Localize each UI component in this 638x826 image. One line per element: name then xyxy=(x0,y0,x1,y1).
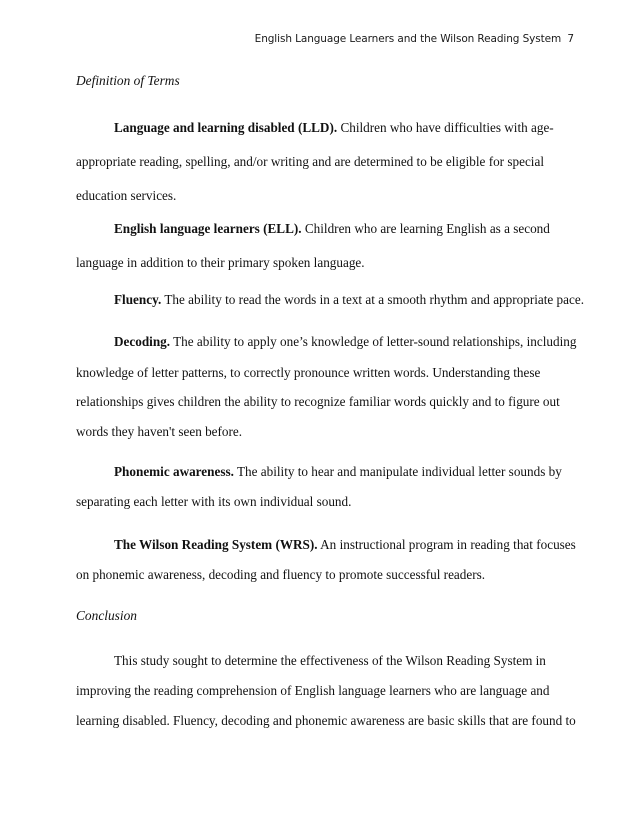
definition-line: words they haven't seen before. xyxy=(76,424,243,439)
definition-line: relationships gives children the ability to recognize familiar words quickly and to figure out xyxy=(76,394,560,409)
definition-line xyxy=(114,334,576,350)
definition-term: Language and learning disabled (LLD). xyxy=(114,120,338,135)
definition-text: Children who are learning English as a second xyxy=(301,221,550,236)
definition-term: Fluency. xyxy=(114,292,162,307)
conclusion-heading: Conclusion xyxy=(76,608,138,623)
definition-line xyxy=(114,537,576,553)
paragraph-line: learning disabled. Fluency, decoding and phonemic awareness are basic skills that are found to xyxy=(76,713,576,728)
definition-line: on phonemic awareness, decoding and fluency to promote successful readers. xyxy=(76,567,486,582)
definition-line xyxy=(114,464,562,480)
definition-line xyxy=(114,120,554,136)
definition-line: knowledge of letter patterns, to correctly pronounce written words. Understanding these xyxy=(76,365,541,380)
definition-line xyxy=(114,221,550,237)
definition-line: language in addition to their primary spoken language. xyxy=(76,255,365,270)
running-head xyxy=(255,33,574,45)
definition-line: education services. xyxy=(76,188,177,203)
definition-line xyxy=(114,292,584,308)
definition-text: The ability to read the words in a text at a smooth rhythm and appropriate pace. xyxy=(161,292,584,307)
paragraph-line: improving the reading comprehension of English language learners who are language and xyxy=(76,683,550,698)
definition-term: The Wilson Reading System (WRS). xyxy=(114,537,318,552)
definition-term: English language learners (ELL). xyxy=(114,221,302,236)
definition-line: appropriate reading, spelling, and/or writing and are determined to be eligible for special xyxy=(76,154,544,169)
definition-term: Phonemic awareness. xyxy=(114,464,234,479)
definition-text: The ability to apply one’s knowledge of letter-sound relationships, including xyxy=(170,334,577,349)
paragraph-line: This study sought to determine the effectiveness of the Wilson Reading System in xyxy=(114,653,546,668)
definitions-heading: Definition of Terms xyxy=(76,73,180,88)
definition-text: The ability to hear and manipulate individual letter sounds by xyxy=(233,464,562,479)
definition-term: Decoding. xyxy=(114,334,171,349)
definition-line: separating each letter with its own individual sound. xyxy=(76,494,352,509)
running-head-title: English Language Learners and the Wilson Reading System xyxy=(254,33,562,45)
definition-text: Children who have difficulties with age- xyxy=(337,120,554,135)
definition-text: An instructional program in reading that focuses xyxy=(317,537,576,552)
page-number: 7 xyxy=(567,33,574,45)
